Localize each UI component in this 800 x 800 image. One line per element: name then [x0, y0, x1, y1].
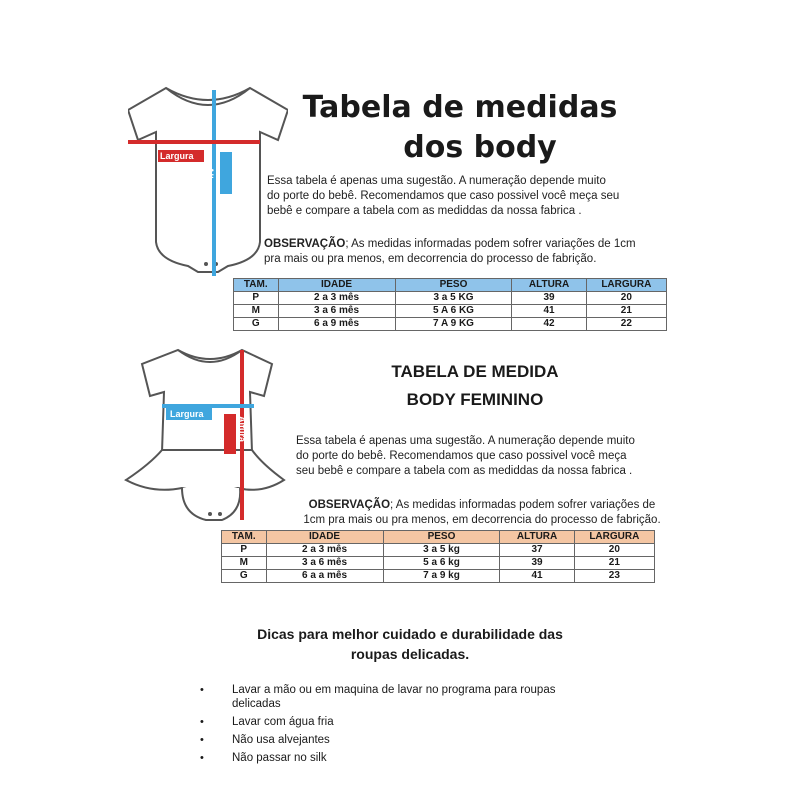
cell: 39	[500, 557, 574, 570]
care-tips-title	[225, 624, 595, 664]
tip-4: • Não passar no silk	[232, 752, 327, 764]
cell: 3 a 6 mês	[278, 305, 395, 318]
cell: P	[234, 292, 279, 305]
cell: 6 a 9 mês	[278, 318, 395, 331]
intro2-line1: Essa tabela é apenas uma sugestão. A numeração depende muito	[296, 435, 635, 447]
cell: 3 a 6 mês	[266, 557, 383, 570]
intro2-line3: seu bebê e compare a tabela com as mediddas da nossa fabrica .	[296, 465, 633, 477]
table-row	[222, 570, 655, 583]
observation-2	[272, 498, 692, 528]
female-onesie-illustration	[122, 344, 292, 524]
cell: 5 A 6 KG	[395, 305, 512, 318]
col-largura: LARGURA	[586, 279, 666, 292]
cell: 42	[512, 318, 586, 331]
intro1-line3: bebê e compare a tabela com as mediddas da nossa fabrica .	[267, 205, 582, 217]
main-title-line1: Tabela de medidas	[302, 90, 618, 125]
cell: P	[222, 544, 267, 557]
section2-title	[330, 358, 620, 414]
cell: M	[222, 557, 267, 570]
col-tam: TAM.	[222, 531, 267, 544]
list-item	[200, 715, 620, 729]
main-title-line2: dos body	[403, 130, 557, 165]
obs2-label: OBSERVAÇÃO	[308, 499, 391, 511]
care-tips-title-line1: Dicas para melhor cuidado e durabilidade das	[257, 626, 563, 642]
cell: 22	[586, 318, 666, 331]
largura-tag-2: Largura	[170, 409, 204, 419]
col-altura: ALTURA	[500, 531, 574, 544]
col-idade: IDADE	[278, 279, 395, 292]
cell: 2 a 3 mês	[266, 544, 383, 557]
obs1-line1	[264, 237, 684, 252]
obs1-rest: ; As medidas informadas podem sofrer variações de 1cm	[345, 238, 636, 250]
cell: 7 a 9 kg	[383, 570, 500, 583]
size-table-female	[221, 530, 655, 583]
altura-tag-2: Altura	[237, 416, 247, 443]
main-title	[290, 88, 630, 168]
col-tam: TAM.	[234, 279, 279, 292]
cell: 21	[574, 557, 654, 570]
care-tips-list	[200, 683, 620, 769]
obs2-rest: ; As medidas informadas podem sofrer variações de	[390, 499, 656, 511]
cell: G	[222, 570, 267, 583]
intro2-line2: do porte do bebê. Recomendamos que caso possivel você meça	[296, 450, 627, 462]
cell: G	[234, 318, 279, 331]
cell: 41	[500, 570, 574, 583]
table-row	[234, 292, 667, 305]
altura-tag: Altura	[205, 167, 215, 194]
skirt-outline	[126, 450, 284, 492]
obs1-label: OBSERVAÇÃO	[264, 238, 346, 250]
list-item	[200, 683, 620, 711]
observation-1	[264, 237, 684, 267]
intro1-line1: Essa tabela é apenas uma sugestão. A numeração depende muito	[267, 175, 606, 187]
cell: 23	[574, 570, 654, 583]
cell: 20	[586, 292, 666, 305]
altura-tag-bg	[220, 152, 232, 194]
cell: M	[234, 305, 279, 318]
list-item	[200, 751, 620, 765]
cell: 21	[586, 305, 666, 318]
cell: 5 a 6 kg	[383, 557, 500, 570]
col-altura: ALTURA	[512, 279, 586, 292]
table-header-row	[222, 531, 655, 544]
cell: 41	[512, 305, 586, 318]
table-row	[234, 305, 667, 318]
cell: 20	[574, 544, 654, 557]
cell: 7 A 9 KG	[395, 318, 512, 331]
intro-text-2	[296, 434, 696, 479]
tip-1-line1: • Lavar a mão ou em maquina de lavar no programa para roupas	[232, 684, 556, 696]
section2-title-line1: TABELA DE MEDIDA	[391, 362, 559, 381]
obs1-line2: pra mais ou pra menos, em decorrencia do processo de fabrição.	[264, 253, 597, 265]
width-line	[128, 140, 260, 144]
list-item	[200, 733, 620, 747]
intro-text-1	[267, 174, 687, 219]
col-idade: IDADE	[266, 531, 383, 544]
col-largura: LARGURA	[574, 531, 654, 544]
col-peso: PESO	[395, 279, 512, 292]
largura-tag: Largura	[160, 151, 194, 161]
col-peso: PESO	[383, 531, 500, 544]
obs2-line2: 1cm pra mais ou pra menos, em decorrencia do processo de fabrição.	[303, 514, 661, 526]
cell: 6 a a mês	[266, 570, 383, 583]
tip-1-line2: delicadas	[232, 698, 281, 710]
cell: 39	[512, 292, 586, 305]
cell: 37	[500, 544, 574, 557]
tip-2: • Lavar com água fria	[232, 716, 334, 728]
obs2-line1	[272, 498, 692, 513]
care-tips-title-line2: roupas delicadas.	[350, 646, 470, 662]
cell: 3 a 5 kg	[383, 544, 500, 557]
table-row	[222, 557, 655, 570]
table-row	[234, 318, 667, 331]
intro1-line2: do porte do bebê. Recomendamos que caso possivel você meça seu	[267, 190, 620, 202]
section2-title-line2: BODY FEMININO	[406, 390, 544, 409]
table-row	[222, 544, 655, 557]
cell: 2 a 3 mês	[278, 292, 395, 305]
cell: 3 a 5 KG	[395, 292, 512, 305]
altura-tag-bg	[224, 414, 236, 454]
table-header-row	[234, 279, 667, 292]
tip-3: • Não usa alvejantes	[232, 734, 330, 746]
width-line	[162, 404, 254, 408]
size-table-body	[233, 278, 667, 331]
